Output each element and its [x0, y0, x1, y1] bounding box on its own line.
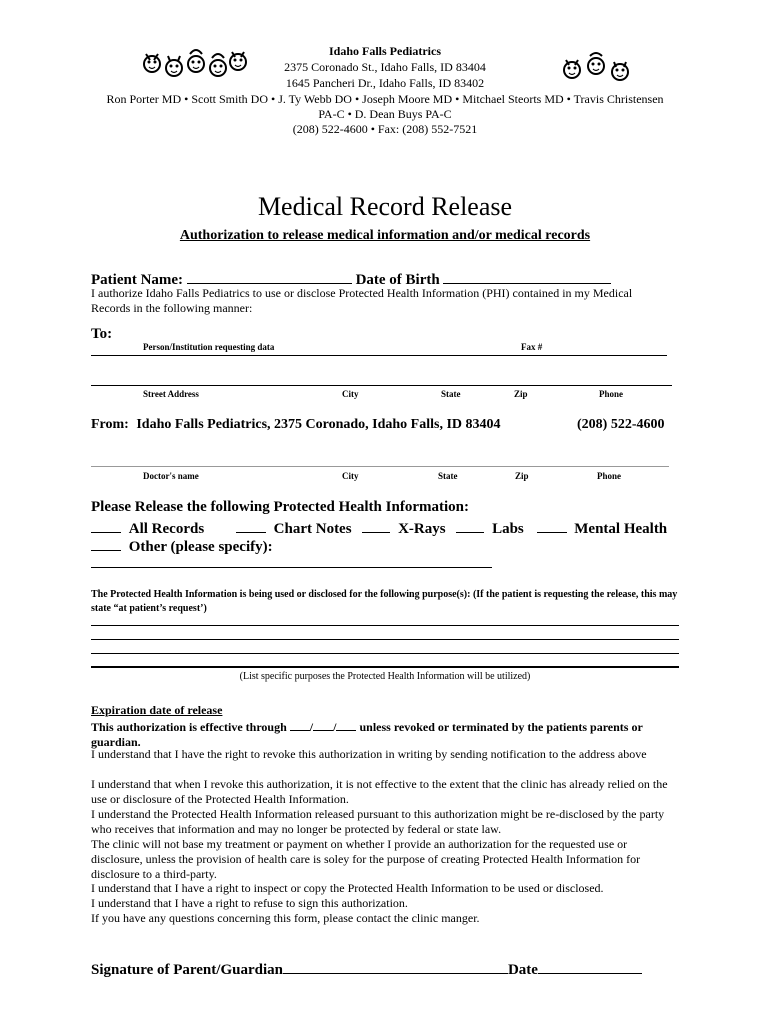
other-checkbox[interactable]	[91, 535, 121, 551]
page-title: Medical Record Release	[257, 192, 513, 221]
street-address-label: Street Address	[143, 389, 199, 399]
expiration-text-pre: This authorization is effective through	[91, 720, 287, 734]
expiration-year-field[interactable]	[336, 718, 356, 731]
signature-date-field[interactable]	[538, 958, 642, 974]
statement-2: I understand the Protected Health Information released pursuant to this authorization might be re-disclosed by the party who receives that information and may no longer be protected by federal or state law.	[91, 807, 665, 836]
labs-label: Labs	[492, 521, 524, 537]
from-city-label: City	[342, 471, 359, 481]
purpose-line-3[interactable]	[91, 653, 679, 654]
from-value: Idaho Falls Pediatrics, 2375 Coronado, Idaho Falls, ID 83404	[136, 417, 501, 432]
other-specify-field[interactable]	[91, 567, 492, 568]
mental-health-label: Mental Health	[574, 521, 668, 537]
from-zip-label: Zip	[515, 471, 529, 481]
patient-name-label: Patient Name:	[91, 272, 184, 288]
chart-notes-checkbox[interactable]	[236, 517, 266, 533]
revoke-text: I understand that I have the right to revoke this authorization in writing by sending notification to the address above	[91, 747, 647, 761]
provider-list: Ron Porter MD • Scott Smith DO • J. Ty Webb DO • Joseph Moore MD • Mitchael Steorts MD • Travis Christensen	[106, 92, 664, 106]
x-rays-label: X-Rays	[398, 521, 446, 537]
expiration-day-field[interactable]	[313, 718, 333, 731]
release-heading: Please Release the following Protected Health Information:	[91, 499, 469, 515]
to-city-label: City	[342, 389, 359, 399]
patient-name-field[interactable]	[187, 268, 352, 284]
clinic-address-1: 2375 Coronado St., Idaho Falls, ID 83404	[284, 60, 486, 74]
signature-date-label: Date	[507, 962, 538, 978]
authorization-text: I authorize Idaho Falls Pediatrics to use or disclose Protected Health Information (PHI) contained in my Medical Records in the following manner:	[91, 286, 633, 315]
signature-row	[91, 958, 642, 979]
statement-5: I understand that I have a right to refuse to sign this authorization.	[91, 896, 408, 910]
chart-notes-label: Chart Notes	[273, 521, 352, 537]
other-label: Other (please specify):	[128, 539, 273, 555]
from-row	[91, 417, 501, 433]
purpose-line-4[interactable]	[91, 666, 679, 668]
all-records-label: All Records	[128, 521, 205, 537]
statement-6: If you have any questions concerning this form, please contact the clinic manger.	[91, 911, 480, 925]
to-label: To:	[91, 326, 113, 342]
fax-label: Fax #	[521, 342, 543, 352]
other-row	[91, 535, 273, 556]
provider-list-continued: PA-C • D. Dean Buys PA-C	[318, 107, 452, 121]
expiration-text-post: unless revoked or terminated by the patients parents or guardian.	[91, 720, 643, 749]
person-institution-label: Person/Institution requesting data	[143, 342, 275, 352]
purpose-note: (List specific purposes the Protected Health Information will be utilized)	[239, 671, 531, 682]
statement-3: The clinic will not base my treatment or payment on whether I provide an authorization for the requested use or disclosure, unless the provision of health care is soley for the purpose of creating Protected Health Information for disclosure to a third-party.	[91, 837, 641, 881]
signature-label: Signature of Parent/Guardian	[91, 962, 283, 978]
labs-checkbox[interactable]	[456, 517, 484, 533]
dob-field[interactable]	[443, 268, 611, 284]
to-state-label: State	[441, 389, 461, 399]
expiration-text: This authorization is effective through / / unless revoked or terminated by the patients parents or guardian.	[91, 720, 643, 749]
clinic-address-2: 1645 Pancheri Dr., Idaho Falls, ID 83402	[285, 76, 485, 90]
from-state-label: State	[438, 471, 458, 481]
statement-1: I understand that when I revoke this authorization, it is not effective to the extent that the clinic has already relied on the use or disclosure of the Protected Health Information.	[91, 777, 668, 806]
clinic-name: Idaho Falls Pediatrics	[328, 44, 441, 58]
expiration-month-field[interactable]	[290, 718, 310, 731]
signature-field[interactable]	[283, 958, 508, 974]
statement-4: I understand that I have a right to inspect or copy the Protected Health Information to be used or disclosed.	[91, 881, 604, 895]
from-phone: (208) 522-4600	[577, 417, 665, 432]
dob-label: Date of Birth	[355, 272, 440, 288]
to-phone-label: Phone	[599, 389, 624, 399]
purpose-line-2[interactable]	[91, 639, 679, 640]
x-rays-checkbox[interactable]	[362, 517, 390, 533]
to-zip-label: Zip	[514, 389, 528, 399]
purpose-line-1[interactable]	[91, 625, 679, 626]
all-records-checkbox[interactable]	[91, 517, 121, 533]
doctor-name-label: Doctor's name	[143, 471, 199, 481]
street-address-field[interactable]	[91, 385, 672, 386]
doctor-name-field[interactable]	[91, 466, 669, 467]
from-phone-label: Phone	[597, 471, 622, 481]
from-label: From:	[91, 417, 129, 432]
page-subtitle: Authorization to release medical information and/or medical records	[179, 228, 591, 243]
purpose-text: The Protected Health Information is being used or disclosed for the following purpose(s): (If the patient is requesting the release, this may state “at patient’s request’)	[91, 589, 678, 614]
mental-health-checkbox[interactable]	[537, 517, 567, 533]
expiration-heading: Expiration date of release	[91, 703, 223, 717]
clinic-phone-fax: (208) 522-4600 • Fax: (208) 552-7521	[292, 122, 478, 136]
person-institution-field[interactable]	[91, 355, 667, 356]
